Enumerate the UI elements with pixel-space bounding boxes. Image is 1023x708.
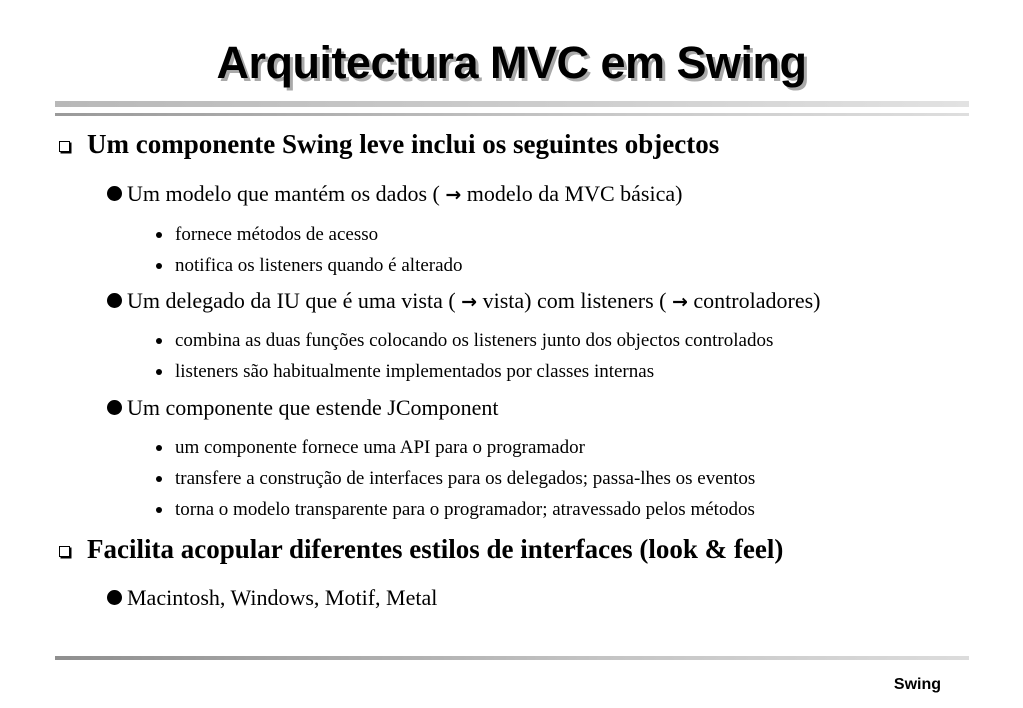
list-subitem: fornece métodos de acesso	[175, 224, 379, 245]
section-2-heading: Facilita acopular diferentes estilos de interfaces (look & feel)	[87, 534, 784, 564]
checkbox-bullet-icon	[59, 141, 70, 152]
item-text: controladores)	[693, 288, 821, 313]
list-item-component: Um componente que estende JComponent	[127, 395, 499, 420]
list-subitem: combina as duas funções colocando os listeners junto dos objectos controlados	[175, 330, 774, 351]
item-text: vista) com listeners (	[482, 288, 667, 313]
list-item-look-and-feel: Macintosh, Windows, Motif, Metal	[127, 585, 438, 610]
small-bullet-icon	[156, 507, 162, 513]
right-arrow-icon: →	[461, 291, 478, 313]
list-subitem: listeners são habitualmente implementados por classes internas	[175, 361, 655, 382]
small-bullet-icon	[156, 476, 162, 482]
right-arrow-icon: →	[672, 291, 688, 313]
small-bullet-icon	[156, 445, 162, 451]
title-divider-thick	[55, 101, 969, 107]
footer-divider	[55, 656, 969, 660]
small-bullet-icon	[156, 263, 162, 269]
right-arrow-icon: →	[445, 184, 462, 206]
round-bullet-icon	[107, 400, 122, 415]
slide-title: Arquitectura MVC em Swing	[216, 37, 807, 88]
section-1-heading: Um componente Swing leve inclui os seguintes objectos	[87, 129, 720, 159]
item-text: Um delegado da IU que é uma vista (	[127, 288, 456, 313]
list-item-model	[127, 180, 682, 209]
title-divider-thin	[55, 113, 969, 116]
round-bullet-icon	[107, 293, 122, 308]
list-subitem: notifica os listeners quando é alterado	[175, 255, 463, 276]
item-text: Um modelo que mantém os dados (	[127, 181, 440, 206]
item-text: modelo da MVC básica)	[466, 181, 683, 206]
small-bullet-icon	[156, 232, 162, 238]
round-bullet-icon	[107, 186, 122, 201]
round-bullet-icon	[107, 590, 122, 605]
small-bullet-icon	[156, 369, 162, 375]
list-item-delegate	[127, 287, 820, 316]
list-subitem: um componente fornece uma API para o programador	[175, 437, 585, 458]
list-subitem: torna o modelo transparente para o programador; atravessado pelos métodos	[175, 499, 755, 520]
checkbox-bullet-icon	[59, 546, 70, 557]
small-bullet-icon	[156, 338, 162, 344]
list-subitem: transfere a construção de interfaces para os delegados; passa-lhes os eventos	[175, 468, 756, 489]
footer-label: Swing	[893, 676, 941, 693]
